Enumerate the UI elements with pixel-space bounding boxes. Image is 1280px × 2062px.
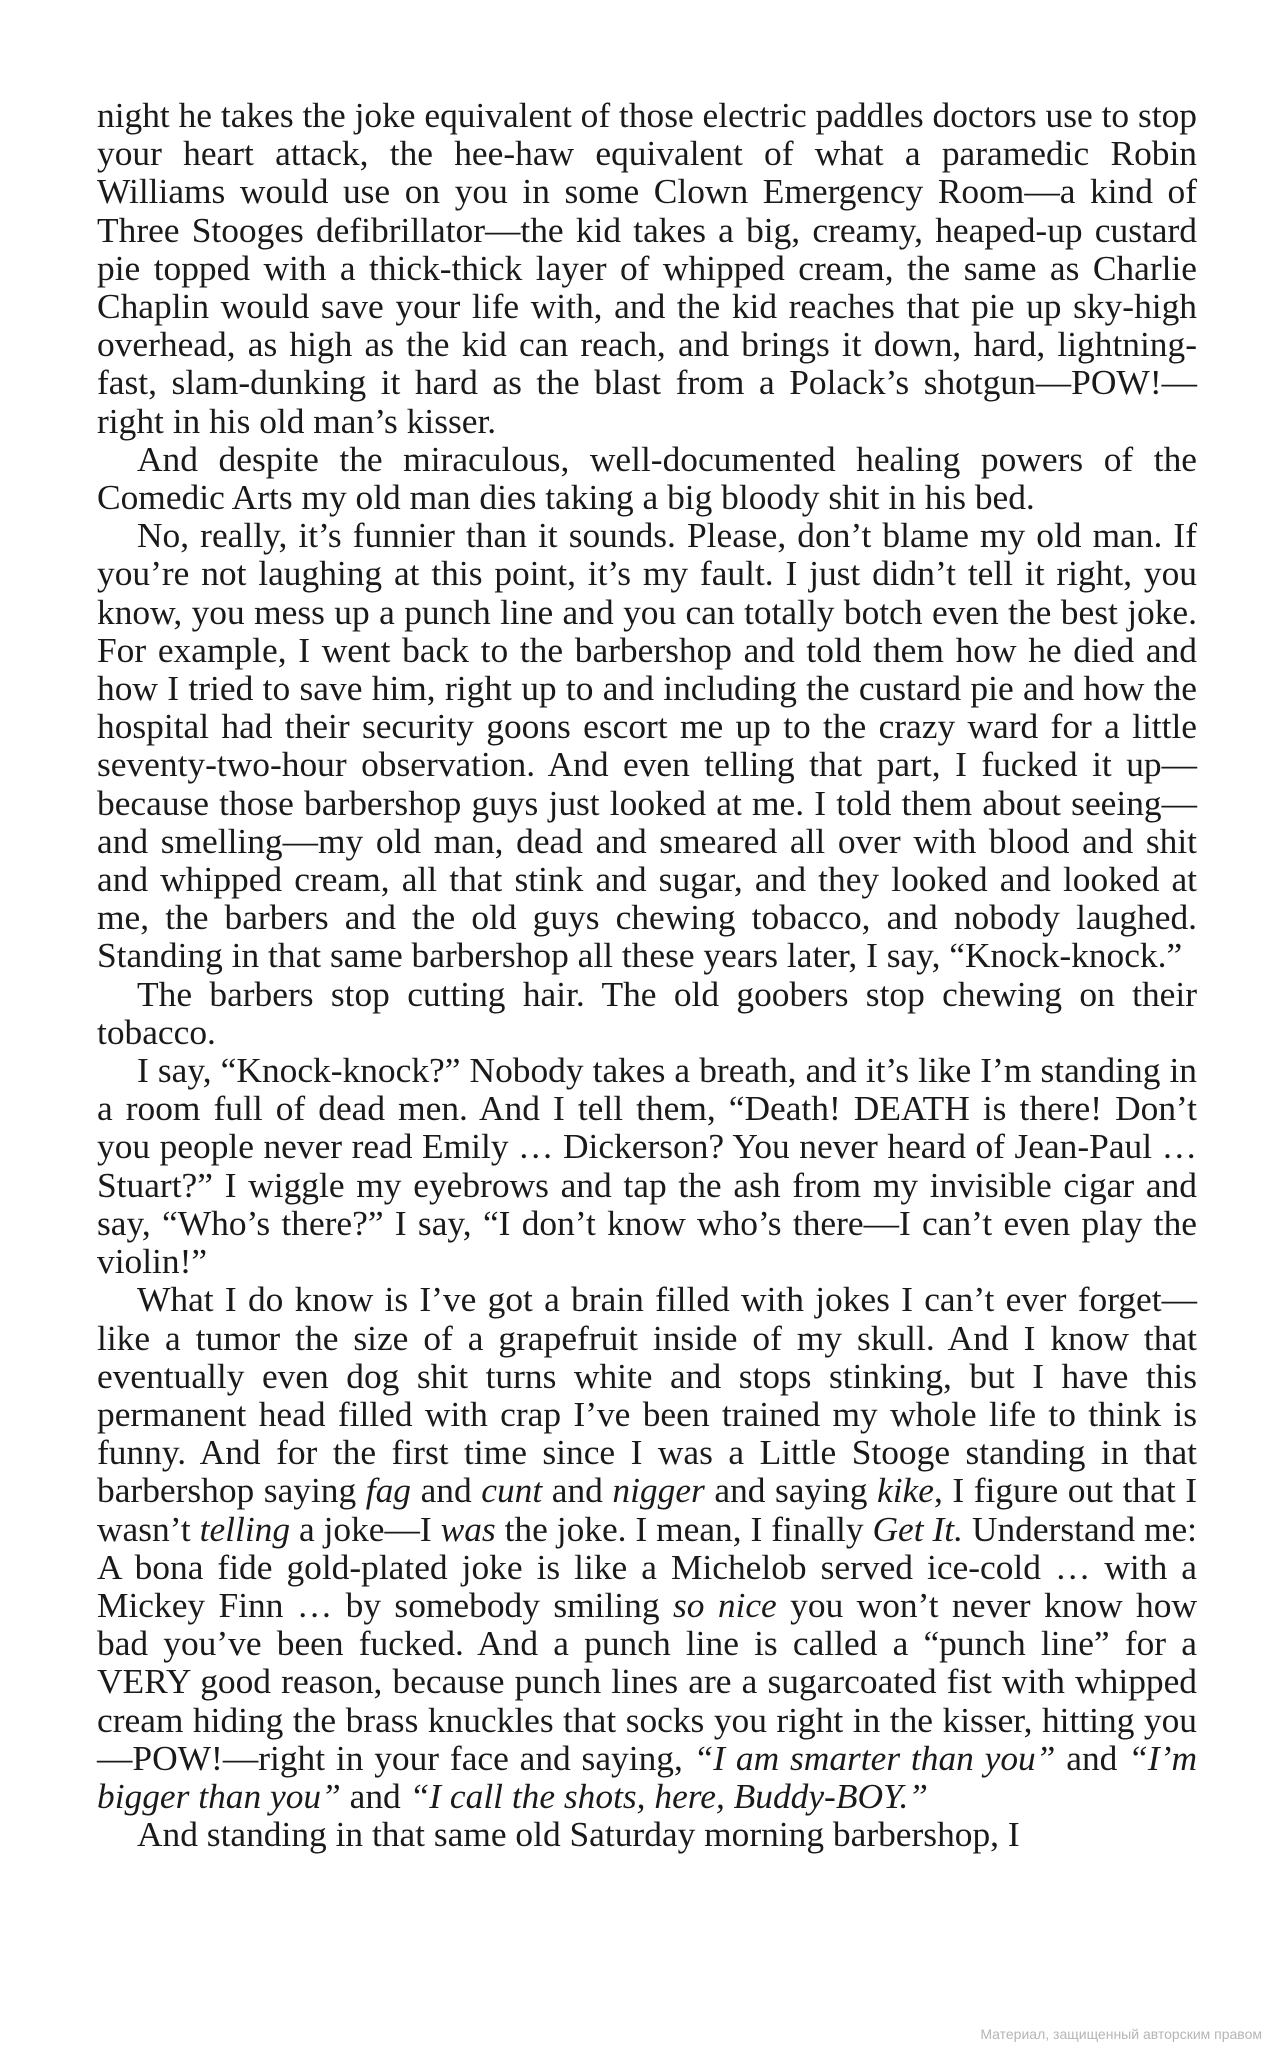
italic-text-segment: kike <box>877 1470 934 1511</box>
text-segment: And standing in that same old Saturday morning barbershop, I <box>137 1814 1020 1855</box>
paragraph <box>97 1280 1197 1815</box>
italic-text-segment: Get It. <box>872 1508 963 1549</box>
text-segment: I say, “Knock-knock?” Nobody takes a breath, and it’s like I’m standing in a room full of dead men. And I tell them, “Death! DEATH is there! Don’t you people never read Emily … Dickerson? You never heard of Jean-Paul … Stuart?” I wiggle my eyebrows and tap the ash from my invisible cigar and say, “Who’s there?” I say, “I don’t know who’s there—I can’t even play the violin!” <box>97 1050 1197 1282</box>
paragraph <box>97 1051 1197 1280</box>
text-segment: No, really, it’s funnier than it sounds. Please, don’t blame my old man. If you’re not laughing at this point, it’s my fault. I just didn’t tell it right, you know, you mess up a punch line and you can totally botch even the best joke. For example, I went back to the barbershop and told them how he died and how I tried to save him, right up to and including the custard pie and how the hospital had their security goons escort me up to the crazy ward for a little seventy-two-hour observation. And even telling that part, I fucked it up—because those barbershop guys just looked at me. I told them about seeing—and smelling—my old man, dead and smeared all over with blood and shit and whipped cream, all that stink and sugar, and they looked and looked at me, the barbers and the old guys chewing tobacco, and nobody laughed. Standing in that same barbershop all these years later, I say, “Knock-knock.” <box>97 515 1197 976</box>
text-segment: , I figure out that I wasn’t <box>97 1470 1197 1549</box>
italic-text-segment: telling <box>199 1508 291 1549</box>
paragraph <box>97 516 1197 974</box>
italic-text-segment: “I call the shots, here, Buddy-BOY.” <box>409 1775 928 1816</box>
italic-text-segment: was <box>440 1508 496 1549</box>
italic-text-segment: so nice <box>672 1584 777 1625</box>
italic-text-segment: “I’m bigger than you” <box>97 1737 1197 1816</box>
text-segment: and <box>411 1470 482 1511</box>
paragraph <box>97 96 1197 440</box>
italic-text-segment: cunt <box>481 1470 543 1511</box>
paragraph <box>97 1815 1197 1853</box>
text-segment: And despite the miraculous, well-documented healing powers of the Comedic Arts my old man dies taking a big bloody shit in his bed. <box>97 438 1197 518</box>
text-segment: a joke—I <box>290 1508 441 1549</box>
copyright-watermark: Материал, защищенный авторским правом <box>980 2026 1262 2042</box>
text-segment: the joke. I mean, I finally <box>495 1508 873 1549</box>
italic-text-segment: nigger <box>612 1470 705 1511</box>
text-segment: What I do know is I’ve got a brain filled with jokes I can’t ever forget—like a tumor the size of a grapefruit inside of my skull. And I know that eventually even dog shit turns white and stops stinking, but I have this permanent head filled with crap I’ve been trained my whole life to think is funny. And for the first time since I was a Little Stooge standing in that barbershop saying <box>97 1279 1197 1511</box>
text-segment: night he takes the joke equivalent of those electric paddles doctors use to stop your heart attack, the hee-haw equivalent of what a paramedic Robin Williams would use on you in some Clown Emergency Room—a kind of Three Stooges defibrillator—the kid takes a big, creamy, heaped-up custard pie topped with a thick-thick layer of whipped cream, the same as Charlie Chaplin would save your life with, and the kid reaches that pie up sky-high overhead, as high as the kid can reach, and brings it down, hard, lightning-fast, slam-dunking it hard as the blast from a Polack’s shotgun—POW!—right in his old man’s kisser. <box>97 95 1197 441</box>
paragraph <box>97 440 1197 516</box>
book-page-body <box>97 96 1197 1853</box>
text-segment: you won’t never know how bad you’ve been fucked. And a punch line is called a “punch line” for a VERY good reason, because punch lines are a sugarcoated fist with whipped cream hiding the brass knuckles that socks you right in the kisser, hitting you—POW!—right in your face and saying, <box>97 1584 1198 1778</box>
text-segment: and <box>542 1470 613 1511</box>
text-segment: and <box>340 1775 410 1816</box>
italic-text-segment: “I am smarter than you” <box>693 1737 1056 1778</box>
text-segment: The barbers stop cutting hair. The old goobers stop chewing on their tobacco. <box>97 973 1197 1052</box>
text-segment: Understand me: A bona fide gold-plated joke is like a Michelob served ice-cold … with a Mickey Finn … by somebody smiling <box>97 1508 1198 1625</box>
italic-text-segment: fag <box>365 1470 411 1511</box>
paragraph <box>97 975 1197 1051</box>
text-segment: and <box>1055 1737 1129 1778</box>
text-segment: and saying <box>704 1470 877 1511</box>
